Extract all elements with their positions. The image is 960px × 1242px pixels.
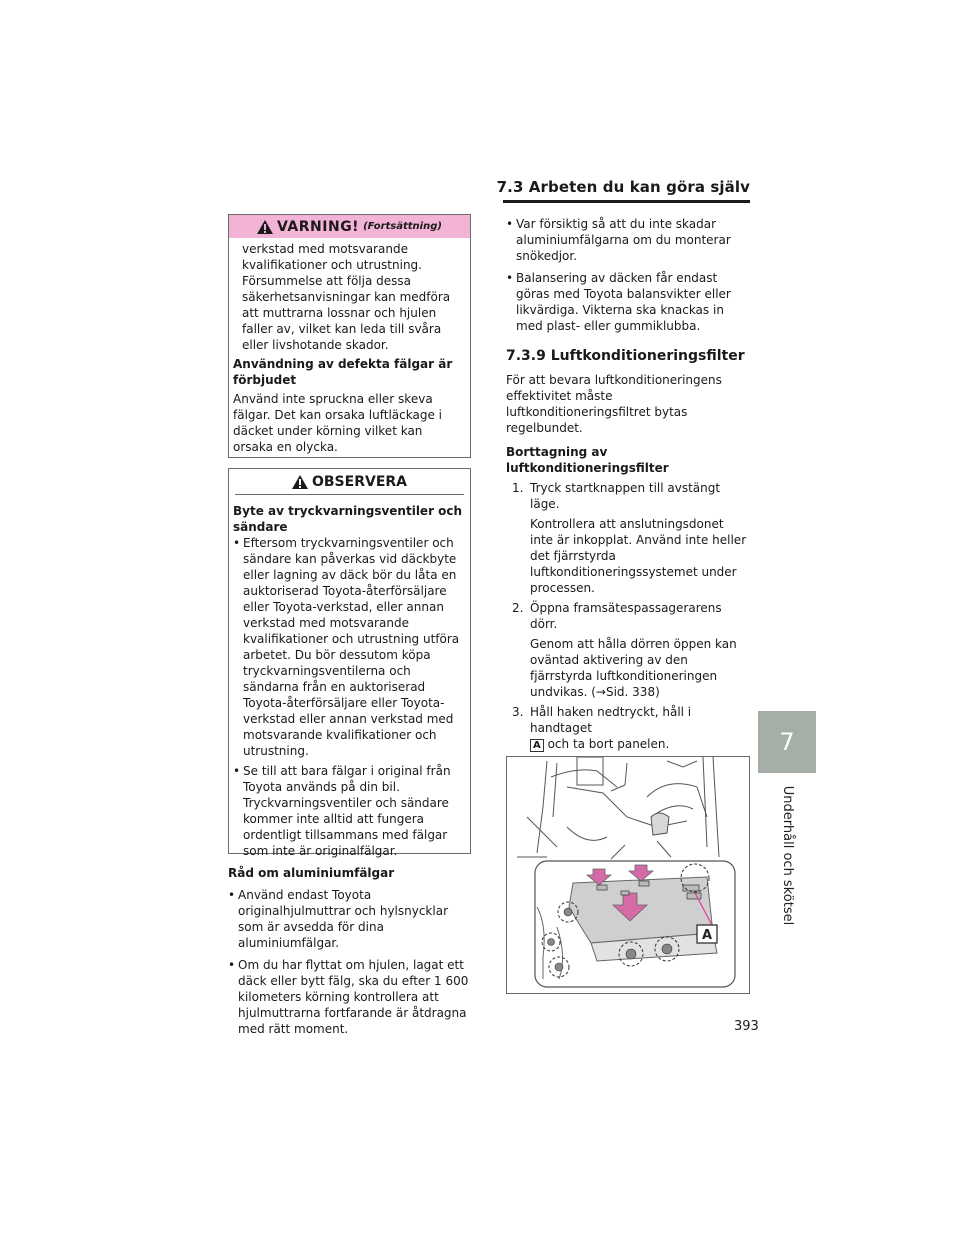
list-item: • Om du har flyttat om hjulen, lagat ett däck eller bytt fälg, ska du efter 1 600 kilometers körning kontrollera att hjulmuttrarna fortfarande är åtdragna med rätt moment.	[228, 958, 469, 1036]
warning-text: verkstad med motsvarande kvalifikationer och utrustning. Försummelse att följa dessa säkerhetsanvisningar kan medföra att muttrarna lossnar och hjulen faller av, vilket kan leda till svåra eller livshotande skador.	[242, 242, 451, 352]
bullet-icon: •	[506, 217, 514, 231]
warning-box	[228, 214, 471, 458]
warning-triangle-icon	[257, 220, 273, 234]
bullet-icon: •	[233, 536, 241, 550]
bullet-icon: •	[506, 271, 514, 285]
bullet-icon: •	[228, 888, 236, 902]
observera-box	[228, 468, 471, 858]
warning-text-2: Använd inte spruckna eller skeva fälgar. Det kan orsaka luftläckage i däcket under körning vilket kan orsaka en olycka.	[233, 392, 442, 454]
chapter-label: Underhåll och skötsel	[780, 785, 796, 925]
chapter-tab[interactable]: 7	[758, 711, 816, 773]
aluminium-title: Råd om aluminiumfälgar	[228, 866, 395, 880]
page-number: 393	[734, 1019, 759, 1034]
list-item: • Var försiktig så att du inte skadar aluminiumfälgarna om du monterar snökedjor.	[506, 217, 731, 263]
step-1-note: Kontrollera att anslutningsdonet inte är inkopplat. Använd inte heller det fjärrstyrda luftkonditioneringssystemet under processen.	[530, 517, 747, 595]
bullet-icon: •	[228, 958, 236, 972]
observera-title: OBSERVERA	[311, 473, 407, 490]
right-column	[506, 210, 748, 752]
step-2-note: Genom att hålla dörren öppen kan oväntad aktivering av den fjärrstyrda luftkonditioneringen undvikas. (→Sid. 338)	[530, 637, 737, 699]
removal-subtitle: Borttagning av luftkonditioneringsfilter	[506, 445, 669, 475]
figure-callout-a: A	[701, 928, 713, 943]
warning-header	[229, 215, 470, 238]
section-intro: För att bevara luftkonditioneringens effektivitet måste luftkonditioneringsfiltret bytas regelbundet.	[506, 373, 722, 435]
header-rule	[503, 200, 750, 203]
section-header: 7.3 Arbeten du kan göra själv	[496, 178, 750, 196]
glovebox-panel-diagram	[507, 757, 749, 993]
caution-triangle-icon	[292, 475, 308, 489]
warning-continued: (Fortsättning)	[363, 221, 442, 232]
callout-key-a: A	[530, 739, 544, 752]
warning-title: VARNING!	[277, 218, 360, 235]
step-2: 2. Öppna framsätespassagerarens dörr.	[512, 601, 722, 631]
list-item: • Se till att bara fälgar i original från Toyota används på din bil. Tryckvarningsventiler och sändare kommer inte alltid att fungera ordentligt tillsammans med fälgar som inte är originalfälgar.	[233, 764, 451, 858]
step-1: 1. Tryck startknappen till avstängt läge.	[512, 481, 721, 511]
dashboard-illustration	[506, 756, 750, 994]
list-item: • Använd endast Toyota originalhjulmuttrar och hylsnycklar som är avsedda för dina aluminiumfälgar.	[228, 888, 448, 950]
list-item: • Balansering av däcken får endast göras med Toyota balansvikter eller likvärdiga. Vikterna ska knackas in med plast- eller gummiklubba.	[506, 271, 731, 333]
list-item: • Eftersom tryckvarningsventiler och sändare kan påverkas vid däckbyte eller lagning av däck bör du låta en auktoriserad Toyota-återförsäljare eller Toyota-verkstad, eller annan verkstad med motsvarande kvalifikationer och utrustning utföra arbetet. Du bör dessutom köpa tryckvarningsventilerna och sändarna från en auktoriserad Toyota-återförsäljare eller Toyota-verkstad eller annan verkstad med motsvarande kvalifikationer och utrustning.	[233, 536, 460, 758]
warning-subtitle: Användning av defekta fälgar är förbjudet	[233, 357, 453, 387]
step-3: 3. Håll haken nedtryckt, håll i handtaget A och ta bort panelen.	[512, 705, 692, 751]
observera-header	[235, 469, 464, 495]
aluminium-section	[228, 865, 470, 1037]
observera-subtitle: Byte av tryckvarningsventiler och sändare	[233, 504, 463, 534]
section-title: 7.3.9 Luftkonditioneringsfilter	[506, 348, 745, 364]
bullet-icon: •	[233, 764, 241, 778]
